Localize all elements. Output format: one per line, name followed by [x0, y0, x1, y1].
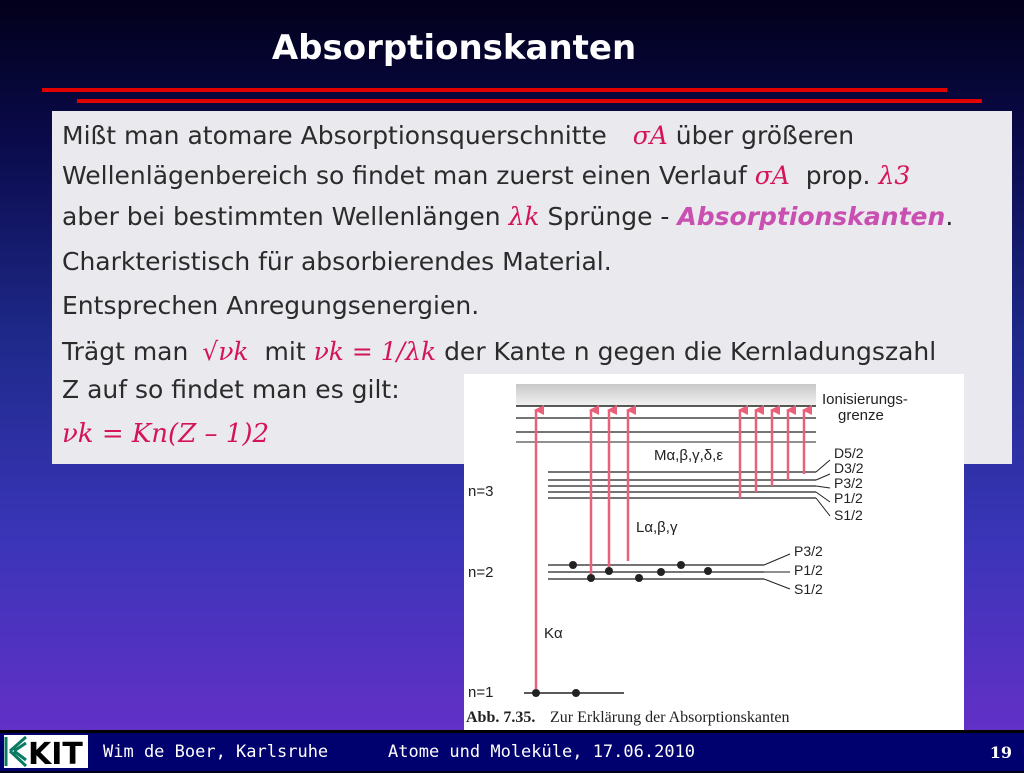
energy-level-diagram	[464, 374, 964, 730]
sigma-a-symbol: σA	[632, 121, 668, 150]
caption-number: Abb. 7.35.	[466, 709, 536, 726]
n2-label: n=2	[468, 564, 494, 581]
l-series-label: Lα,β,γ	[636, 519, 678, 536]
kit-logo	[4, 735, 88, 768]
sigma-a-symbol-2: σA	[754, 161, 790, 190]
page-number: 19	[989, 743, 1012, 762]
n3-term-connectors	[816, 460, 830, 516]
n3-term-d52: D5/2	[834, 445, 864, 461]
sqrt-nu-k-symbol: √νk	[202, 337, 249, 366]
energy-level-figure	[464, 374, 964, 730]
k-series-label: Kα	[544, 625, 563, 642]
absorption-edges-emphasis: Absorptionskanten	[677, 202, 946, 231]
n2-term-p32: P3/2	[794, 543, 823, 559]
text-line-5: Entsprechen Anregungsenergien.	[62, 291, 480, 320]
n3-term-p32: P3/2	[834, 475, 863, 491]
slide-title: Absorptionskanten	[271, 28, 637, 68]
footer-author: Wim de Boer, Karlsruhe	[103, 742, 329, 762]
n3-term-d32: D3/2	[834, 460, 864, 476]
text-line-2: Wellenlägenbereich so findet man zuerst einen Verlauf σA prop. λ3	[62, 161, 911, 190]
nu-k-definition: νk = 1/λk	[313, 337, 437, 366]
footer-bar	[0, 730, 1024, 771]
caption-text: Zur Erklärung der Absorptionskanten	[550, 709, 790, 726]
n2-term-connectors	[764, 554, 790, 589]
n3-term-s12: S1/2	[834, 507, 863, 523]
ionization-continuum	[516, 384, 816, 406]
svg-text:KIT: KIT	[28, 737, 83, 768]
n2-term-p12: P1/2	[794, 562, 823, 578]
kit-logo-icon	[4, 735, 88, 768]
m-series-label: Mα,β,γ,δ,ε	[654, 447, 724, 464]
ionization-label-1: Ionisierungs-	[822, 391, 908, 408]
text-line-6: Trägt man √νk mit νk = 1/λk der Kante n gegen die Kernladungszahl	[62, 337, 937, 366]
n1-electron-1	[532, 689, 540, 697]
ionization-label-2: grenze	[838, 407, 884, 424]
footer-course-date: Atome und Moleküle, 17.06.2010	[388, 742, 696, 762]
text-line-7: Z auf so findet man es gilt:	[62, 375, 400, 404]
title-underline-top	[42, 88, 947, 92]
text-line-3: aber bei bestimmten Wellenlängen λk Sprünge - Absorptionskanten.	[62, 202, 954, 231]
moseley-formula: νk = Kn(Z – 1)2	[62, 419, 270, 449]
n3-label: n=3	[468, 483, 494, 500]
n1-electron-2	[572, 689, 580, 697]
n2-term-s12: S1/2	[794, 581, 823, 597]
lambda-k-symbol: λk	[508, 202, 540, 231]
text-line-4: Charkteristisch für absorbierendes Material.	[62, 247, 612, 276]
lambda-cubed-symbol: λ3	[878, 161, 911, 190]
n3-term-p12: P1/2	[834, 490, 863, 506]
text-line-1: Mißt man atomare Absorptionsquerschnitte σA über größeren	[62, 121, 855, 150]
title-underline-bottom	[77, 99, 982, 103]
n1-label: n=1	[468, 684, 494, 701]
